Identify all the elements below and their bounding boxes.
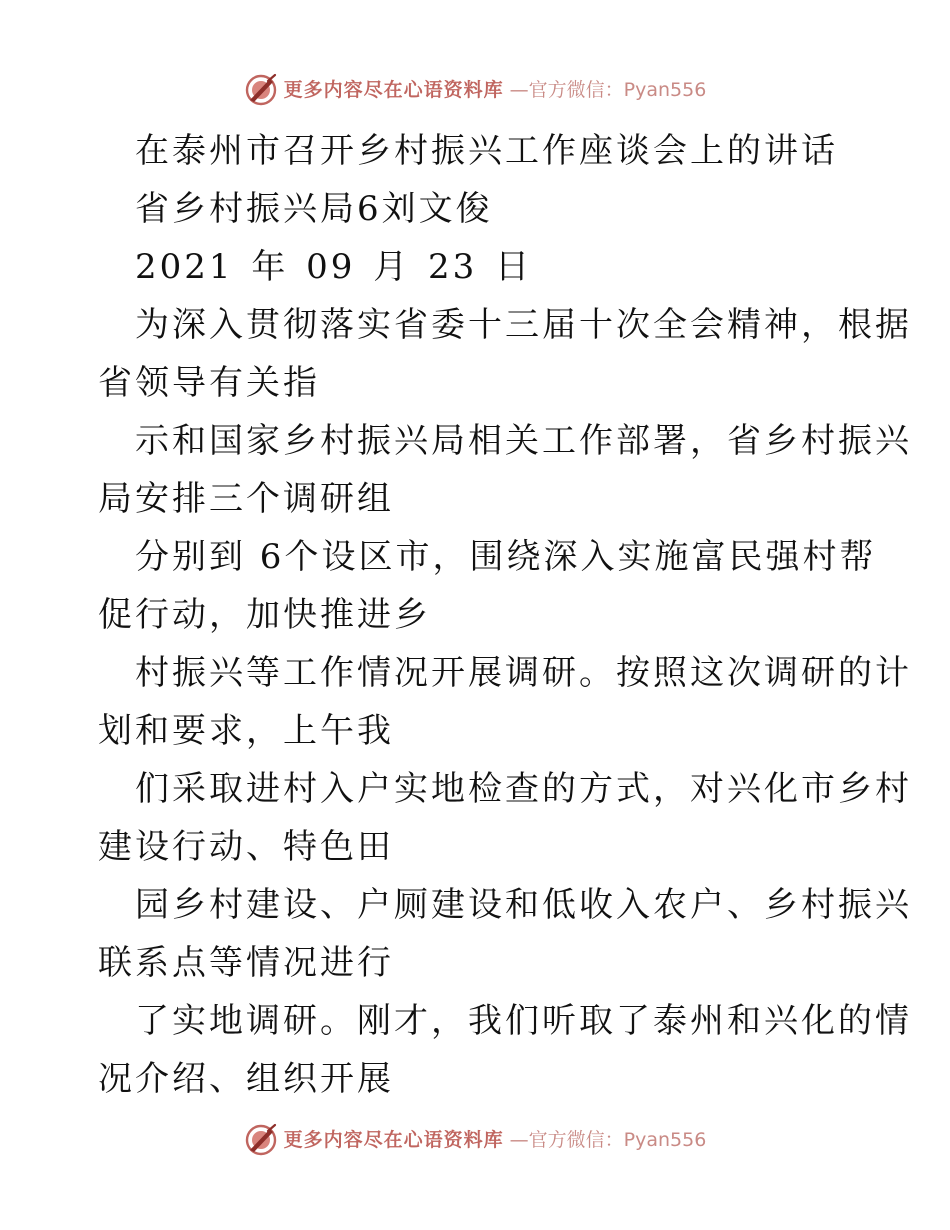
paragraph-line: 联系点等情况进行 xyxy=(98,943,394,983)
watermark-header xyxy=(0,70,950,110)
paragraph-line: 示和国家乡村振兴局相关工作部署，省乡村振兴 xyxy=(135,421,912,461)
paragraph-line: 建设行动、特色田 xyxy=(98,827,394,867)
paragraph-line: 况介绍、组织开展 xyxy=(98,1059,394,1099)
watermark-sub-text: —官方微信：Pyan556 xyxy=(509,1129,707,1151)
paragraph-line: 省领导有关指 xyxy=(98,363,320,403)
paragraph-line: 村振兴等工作情况开展调研。按照这次调研的计 xyxy=(135,653,912,693)
watermark-main-text: 更多内容尽在心语资料库 xyxy=(283,1129,504,1151)
document-title: 在泰州市召开乡村振兴工作座谈会上的讲话 xyxy=(135,131,838,171)
watermark-main-text: 更多内容尽在心语资料库 xyxy=(283,79,504,101)
watermark-footer xyxy=(0,1120,950,1160)
quill-pen-circle-icon xyxy=(244,73,278,107)
document-author: 省乡村振兴局6刘文俊 xyxy=(135,189,493,229)
paragraph-line: 园乡村建设、户厕建设和低收入农户、乡村振兴 xyxy=(135,885,912,925)
paragraph-line: 划和要求，上午我 xyxy=(98,711,394,751)
paragraph-line: 了实地调研。刚才，我们听取了泰州和兴化的情 xyxy=(135,1001,912,1041)
paragraph-line: 促行动，加快推进乡 xyxy=(98,595,431,635)
paragraph-line: 局安排三个调研组 xyxy=(98,479,394,519)
watermark-sub-text: —官方微信：Pyan556 xyxy=(509,79,707,101)
quill-pen-circle-icon xyxy=(244,1123,278,1157)
paragraph-line: 分别到 6个设区市，围绕深入实施富民强村帮 xyxy=(135,537,877,577)
paragraph-line: 们采取进村入户实地检查的方式，对兴化市乡村 xyxy=(135,769,912,809)
paragraph-line: 为深入贯彻落实省委十三届十次全会精神，根据 xyxy=(135,305,912,345)
document-body xyxy=(98,122,912,1108)
document-date: 2021 年 09 月 23 日 xyxy=(135,247,533,287)
